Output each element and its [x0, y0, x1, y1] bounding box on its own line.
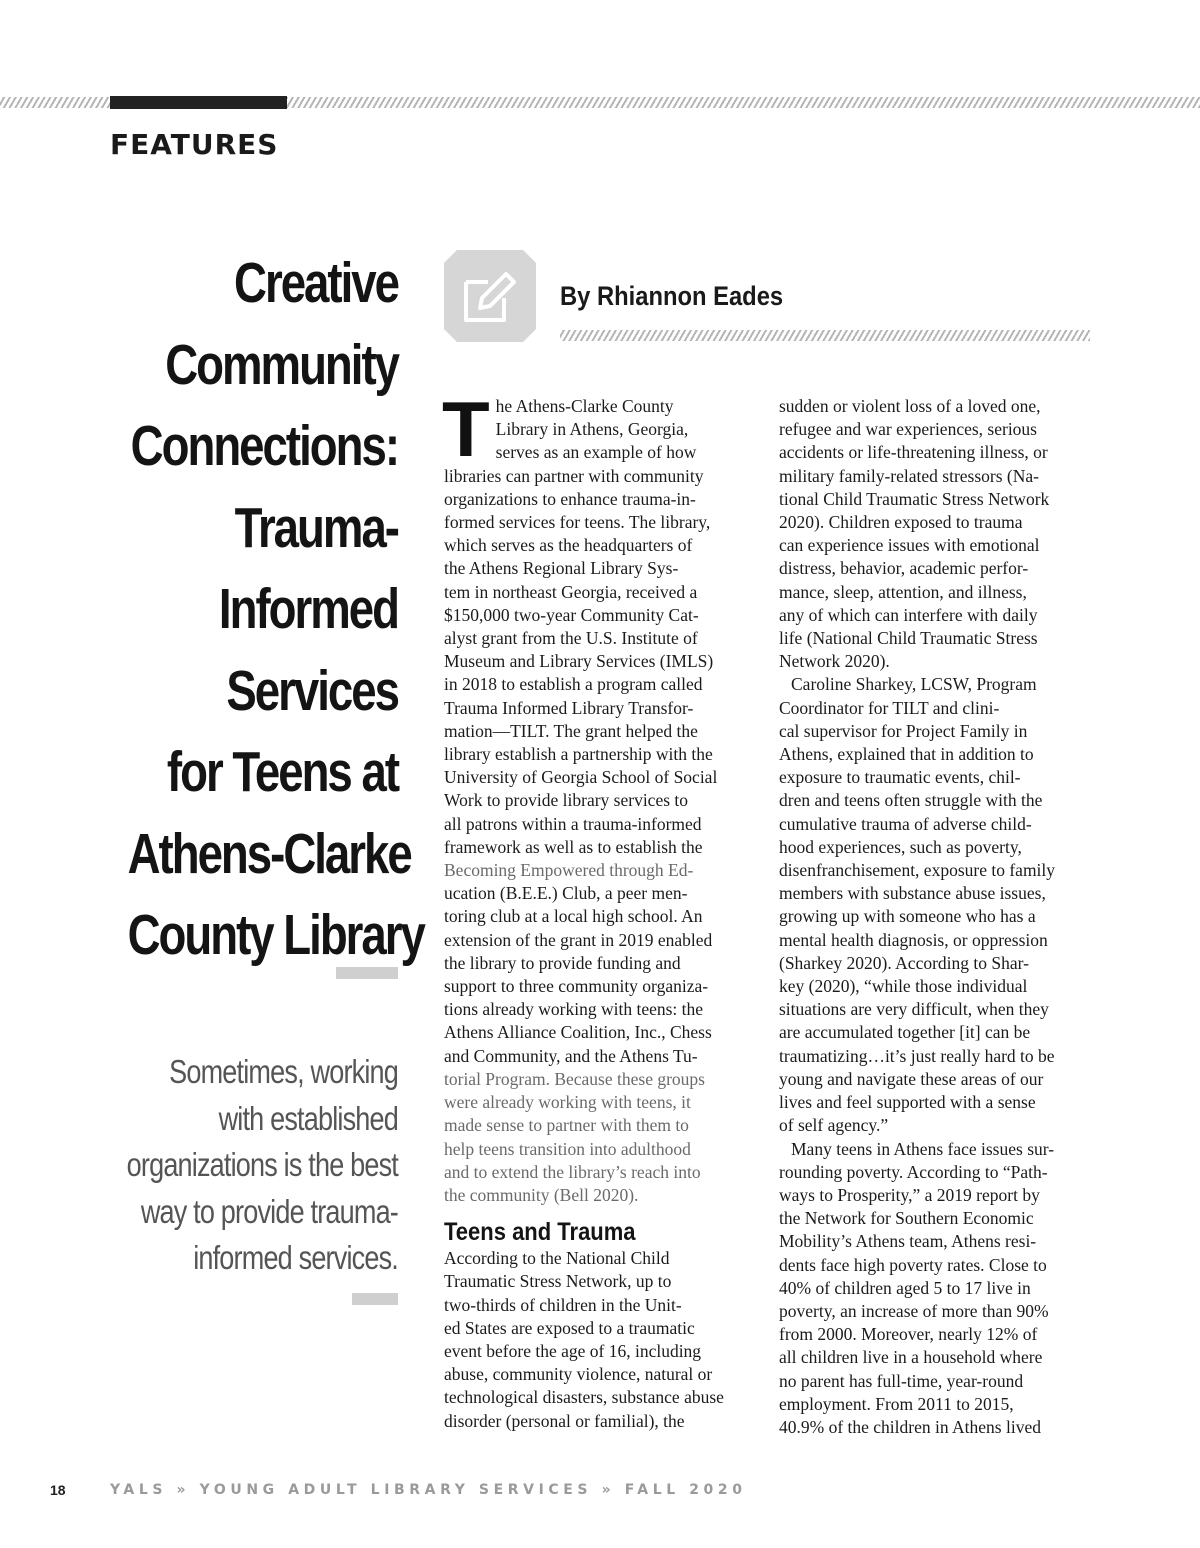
text-line: Becoming Empowered through Ed- [444, 860, 694, 881]
text-line: were already working with teens, it [444, 1092, 691, 1113]
title-line: for Teens at [166, 740, 398, 804]
text-line: disenfranchisement, exposure to family [779, 860, 1056, 881]
text-line: no parent has full-time, year-round [779, 1370, 1024, 1391]
text-line: 40% of children aged 5 to 17 live in [779, 1277, 1031, 1298]
text-line: Library in Athens, Georgia, [495, 419, 689, 440]
text-line: alyst grant from the U.S. Institute of [444, 628, 698, 649]
text-line: lives and feel supported with a sense [779, 1092, 1036, 1113]
text-line: According to the National Child [444, 1248, 670, 1269]
text-line: mental health diagnosis, or oppression [779, 929, 1048, 950]
opening-lines [442, 385, 756, 473]
text-line: 40.9% of the children in Athens lived [779, 1416, 1041, 1437]
article-title [127, 243, 424, 977]
text-line: the community (Bell 2020). [444, 1184, 639, 1205]
text-line: hood experiences, such as poverty, [779, 836, 1022, 857]
pull-quote [121, 1049, 398, 1282]
text-line: mation—TILT. The grant helped the [444, 720, 698, 741]
text-line: libraries can partner with community [444, 465, 704, 486]
text-line: traumatizing…it’s just really hard to be [779, 1045, 1055, 1066]
text-line: poverty, an increase of more than 90% [779, 1300, 1049, 1321]
text-line: he Athens-Clarke County [495, 396, 674, 416]
text-line: the Athens Regional Library Sys- [444, 558, 679, 579]
text-line: two-thirds of children in the Unit- [444, 1294, 682, 1315]
text-line: Trauma Informed Library Transfor- [444, 697, 694, 718]
text-line: Network 2020). [779, 651, 890, 672]
body-text [444, 465, 756, 1208]
text-line: support to three community organiza- [444, 976, 709, 997]
text-line: tional Child Traumatic Stress Network [779, 488, 1050, 509]
text-line: the library to provide funding and [444, 952, 681, 973]
text-line: mance, sleep, attention, and illness, [779, 581, 1027, 602]
text-line: library establish a partnership with the [444, 744, 713, 765]
text-line: growing up with someone who has a [779, 906, 1036, 927]
text-line: made sense to partner with them to [444, 1115, 689, 1136]
text-line: refugee and war experiences, serious [779, 419, 1037, 440]
pullquote-line: way to provide trauma- [140, 1192, 398, 1230]
text-line: ways to Prosperity,” a 2019 report by [779, 1184, 1040, 1205]
section-heading: Teens and Trauma [444, 1218, 636, 1247]
text-line: distress, behavior, academic perfor- [779, 558, 1029, 579]
text-line: cal supervisor for Project Family in [779, 720, 1028, 741]
text-line: torial Program. Because these groups [444, 1068, 705, 1089]
title-line: Trauma- [234, 495, 398, 560]
text-line: can experience issues with emotional [779, 535, 1040, 556]
text-line: accidents or life-threatening illness, or [779, 442, 1048, 463]
text-line: disorder (personal or familial), the [444, 1410, 685, 1431]
section-body-text [444, 1247, 756, 1433]
section-marker-bar [110, 96, 287, 109]
section-label: FEATURES [110, 128, 279, 161]
title-line: County Library [127, 903, 424, 967]
text-line: technological disasters, substance abuse [444, 1387, 724, 1408]
text-line: Work to provide library services to [444, 790, 689, 811]
text-line: Mobility’s Athens team, Athens resi- [779, 1231, 1037, 1252]
text-line: military family-related stressors (Na- [779, 465, 1039, 486]
text-line: members with substance abuse issues, [779, 883, 1046, 904]
text-line: any of which can interfere with daily [779, 604, 1038, 625]
text-line: Athens Alliance Coalition, Inc., Chess [444, 1022, 712, 1043]
text-line: all patrons within a trauma-informed [444, 813, 702, 834]
text-line: life (National Child Traumatic Stress [779, 628, 1038, 649]
pullquote-line: Sometimes, working [169, 1053, 398, 1090]
text-line: rounding poverty. According to “Path- [779, 1161, 1048, 1182]
text-line: key (2020), “while those individual [779, 976, 1028, 997]
text-line: Traumatic Stress Network, up to [444, 1271, 672, 1292]
text-line: toring club at a local high school. An [444, 906, 703, 927]
pullquote-line: informed services. [193, 1239, 398, 1276]
text-line: organizations to enhance trauma-in- [444, 488, 696, 509]
title-line: Athens-Clarke [127, 821, 411, 886]
text-line: and to extend the library’s reach into [444, 1161, 701, 1182]
text-line: extension of the grant in 2019 enabled [444, 929, 713, 950]
running-footer: YALS » YOUNG ADULT LIBRARY SERVICES » FALL 2020 [110, 1482, 747, 1498]
text-line: exposure to traumatic events, chil- [779, 767, 1021, 788]
pencil-edit-icon [444, 250, 536, 342]
text-line: are accumulated together [it] can be [779, 1022, 1031, 1043]
title-line: Connections: [130, 414, 399, 478]
text-line: tions already working with teens: the [444, 999, 704, 1020]
text-line: cumulative trauma of adverse child- [779, 813, 1032, 834]
text-line: serves as an example of how [495, 442, 697, 463]
text-line: 2020). Children exposed to trauma [779, 512, 1023, 533]
text-line: event before the age of 16, including [444, 1340, 702, 1361]
text-line: formed services for teens. The library, [444, 512, 711, 533]
text-line: sudden or violent loss of a loved one, [779, 396, 1041, 416]
text-line: (Sharkey 2020). According to Shar- [779, 952, 1029, 973]
text-line: ucation (B.E.E.) Club, a peer men- [444, 883, 688, 904]
byline: By Rhiannon Eades [560, 281, 784, 311]
drop-cap: T [442, 385, 490, 473]
text-line: dren and teens often struggle with the [779, 790, 1043, 811]
pullquote-line: organizations is the best [126, 1146, 399, 1183]
title-line: Informed [218, 577, 398, 641]
text-line: University of Georgia School of Social [444, 767, 718, 788]
text-line: from 2000. Moreover, nearly 12% of [779, 1324, 1038, 1345]
text-line: dents face high poverty rates. Close to [779, 1254, 1047, 1275]
text-line: the Network for Southern Economic [779, 1208, 1034, 1229]
title-line: Creative [234, 251, 398, 315]
text-line: of self agency.” [779, 1115, 889, 1136]
title-line: Services [226, 658, 398, 723]
text-line: abuse, community violence, natural or [444, 1364, 713, 1385]
text-line: and Community, and the Athens Tu- [444, 1045, 698, 1066]
byline-hatch-rule [560, 330, 1090, 341]
text-line: Caroline Sharkey, LCSW, Program [791, 674, 1037, 695]
page-number: 18 [50, 1482, 66, 1498]
text-line: situations are very difficult, when they [779, 999, 1049, 1020]
text-line: which serves as the headquarters of [444, 535, 693, 556]
text-line: $150,000 two-year Community Cat- [444, 604, 699, 625]
title-underline-bar [336, 967, 398, 979]
text-line: Athens, explained that in addition to [779, 744, 1034, 765]
text-line: framework as well as to establish the [444, 836, 703, 857]
pullquote-underline-bar [352, 1293, 398, 1305]
pullquote-line: with established [218, 1099, 398, 1137]
body-column-1 [442, 385, 756, 1433]
text-line: ed States are exposed to a traumatic [444, 1317, 695, 1338]
text-line: young and navigate these areas of our [779, 1068, 1044, 1089]
text-line: Many teens in Athens face issues sur- [791, 1138, 1055, 1159]
text-line: Museum and Library Services (IMLS) [444, 651, 714, 672]
title-line: Community [165, 332, 398, 397]
text-line: all children live in a household where [779, 1347, 1043, 1368]
text-line: tem in northeast Georgia, received a [444, 581, 698, 602]
text-line: Coordinator for TILT and clini- [779, 697, 1000, 718]
body-column-2 [779, 395, 1091, 1439]
text-line: employment. From 2011 to 2015, [779, 1393, 1014, 1414]
text-line: help teens transition into adulthood [444, 1138, 691, 1159]
text-line: in 2018 to establish a program called [444, 674, 703, 695]
